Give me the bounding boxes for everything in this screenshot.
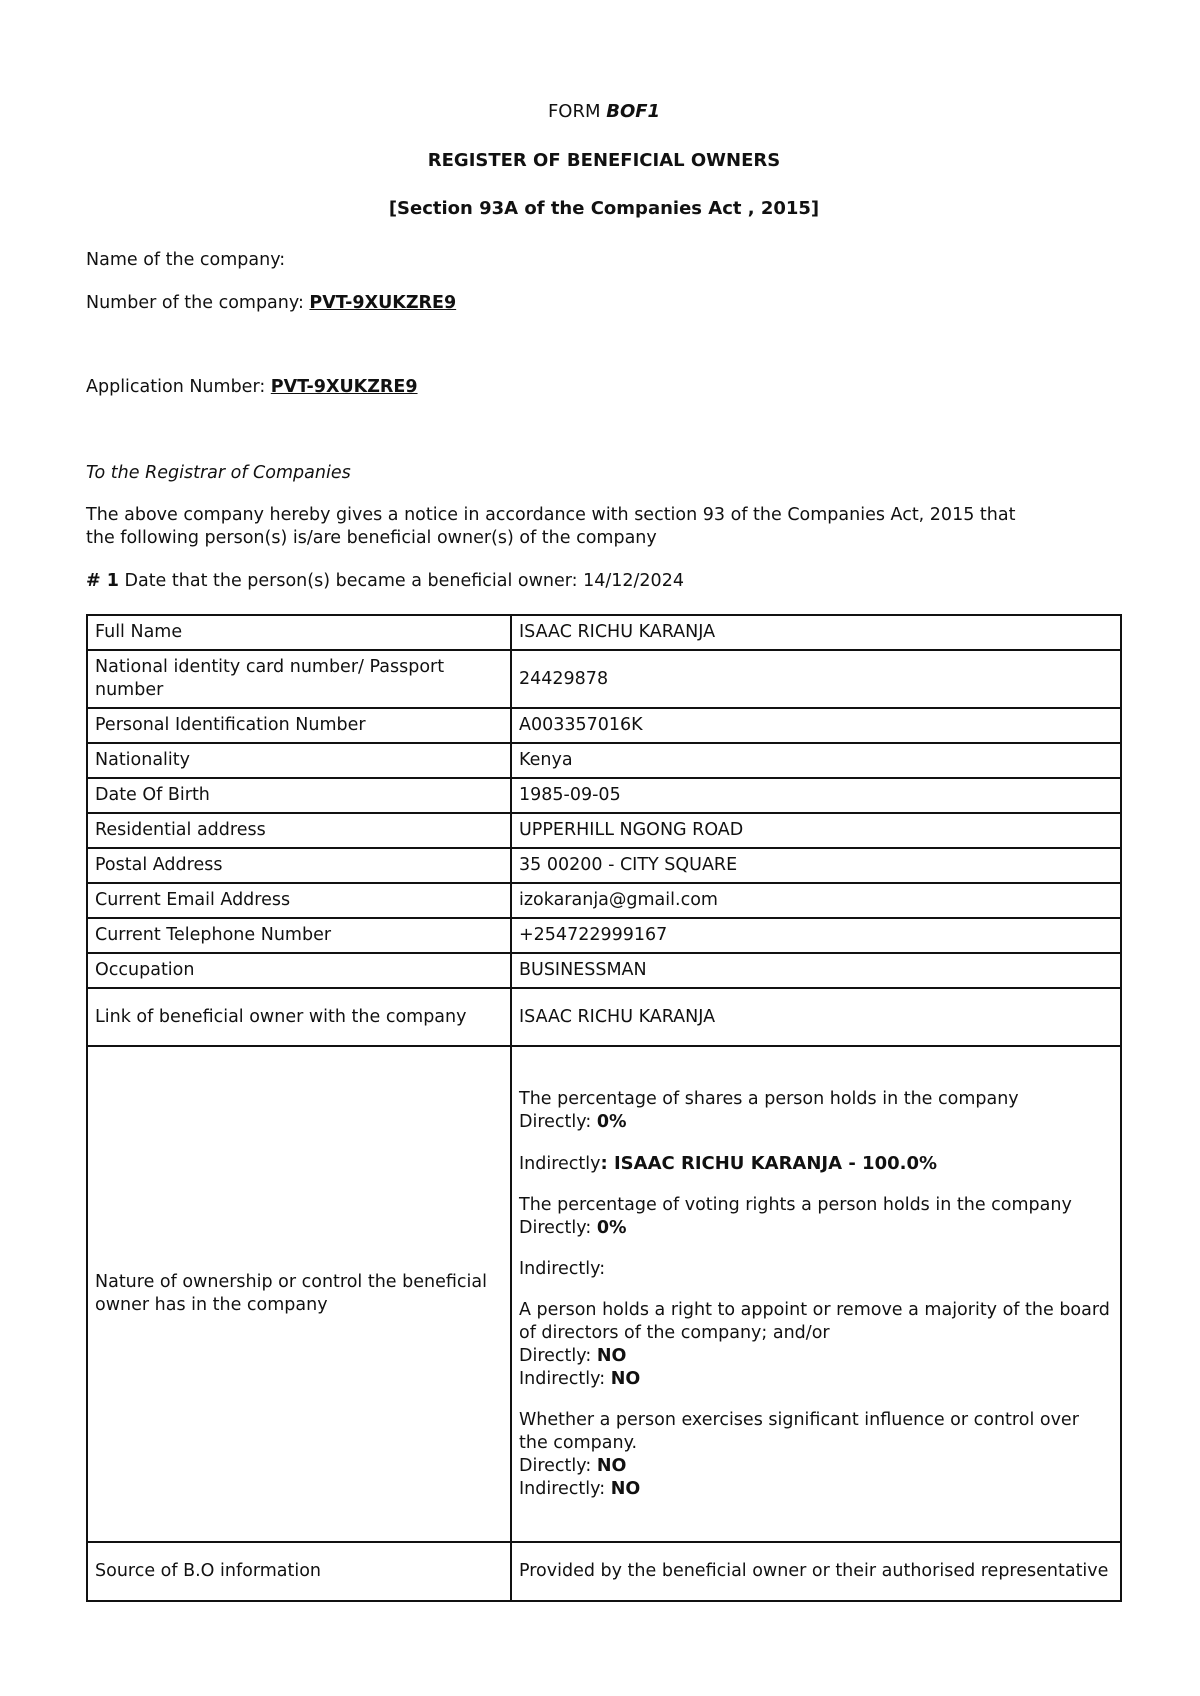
shares-direct-value: 0% <box>596 1111 627 1132</box>
influence-direct-label: Directly: <box>519 1455 597 1476</box>
form-prefix: FORM <box>547 101 607 122</box>
notice-line-2: the following person(s) is/are beneficial owner(s) of the company <box>86 528 657 548</box>
influence-indirect <box>519 1478 1113 1501</box>
form-heading <box>86 101 1122 122</box>
source-label: Source of B.O information <box>87 1542 511 1601</box>
table-row <box>87 918 1121 953</box>
notice-line-1: The above company hereby gives a notice in accordance with section 93 of the Companies Act, 2015 that <box>86 505 1016 525</box>
table-row <box>87 743 1121 778</box>
shares-indirect <box>519 1152 1113 1176</box>
influence-direct <box>519 1455 1113 1478</box>
shares-direct-label: Directly: <box>519 1111 597 1132</box>
nature-label: Nature of ownership or control the beneficial owner has in the company <box>87 1046 511 1542</box>
salutation: To the Registrar of Companies <box>86 463 351 483</box>
row-label: Nationality <box>87 743 511 778</box>
company-number-line <box>86 291 1122 315</box>
row-value: UPPERHILL NGONG ROAD <box>511 813 1121 848</box>
appoint-direct-value: NO <box>596 1345 627 1366</box>
voting-heading: The percentage of voting rights a person holds in the company <box>519 1194 1072 1215</box>
owner-index: # 1 <box>86 571 119 591</box>
owner-date-value: 14/12/2024 <box>583 571 684 591</box>
nature-value <box>511 1046 1121 1542</box>
row-label: Personal Identification Number <box>87 708 511 743</box>
row-label: Link of beneficial owner with the company <box>87 988 511 1046</box>
row-value: ISAAC RICHU KARANJA <box>511 615 1121 650</box>
table-row <box>87 708 1121 743</box>
row-value: BUSINESSMAN <box>511 953 1121 988</box>
application-number-line <box>86 375 1122 399</box>
influence-indirect-label: Indirectly: <box>519 1478 611 1499</box>
owner-date-label: Date that the person(s) became a beneficial owner: <box>118 571 584 591</box>
table-row <box>87 988 1121 1046</box>
table-row <box>87 650 1121 708</box>
company-name-label: Name of the company: <box>86 250 286 270</box>
row-value: A003357016K <box>511 708 1121 743</box>
appoint-direct <box>519 1345 1113 1368</box>
row-label: National identity card number/ Passport number <box>87 650 511 708</box>
shares-direct <box>519 1111 1113 1134</box>
row-value: +254722999167 <box>511 918 1121 953</box>
appoint-indirect-label: Indirectly: <box>519 1368 611 1389</box>
appoint-indirect <box>519 1368 1113 1391</box>
beneficial-owner-table <box>86 614 1122 1602</box>
voting-direct-label: Directly: <box>519 1217 597 1238</box>
table-row <box>87 813 1121 848</box>
row-value: 24429878 <box>511 650 1121 708</box>
table-row <box>87 848 1121 883</box>
appoint-indirect-value: NO <box>610 1368 641 1389</box>
row-label: Full Name <box>87 615 511 650</box>
voting-indirect-label: Indirectly: <box>519 1258 606 1279</box>
section-reference: [Section 93A of the Companies Act , 2015] <box>388 198 820 219</box>
row-label: Postal Address <box>87 848 511 883</box>
shares-indirect-label: Indirectly <box>519 1153 601 1174</box>
influence-direct-value: NO <box>596 1455 627 1476</box>
row-label: Residential address <box>87 813 511 848</box>
influence-indirect-value: NO <box>610 1478 641 1499</box>
row-value: 35 00200 - CITY SQUARE <box>511 848 1121 883</box>
owner-date-line <box>86 569 1122 593</box>
form-code: BOF1 <box>606 101 661 122</box>
table-row <box>87 883 1121 918</box>
application-number-value: PVT-9XUKZRE9 <box>270 377 418 397</box>
application-number-label: Application Number: <box>86 377 271 397</box>
table-row <box>87 953 1121 988</box>
shares-heading: The percentage of shares a person holds in the company <box>519 1088 1019 1109</box>
row-label: Current Email Address <box>87 883 511 918</box>
table-row <box>87 1542 1121 1601</box>
company-number-label: Number of the company: <box>86 293 310 313</box>
company-name-line <box>86 248 1122 272</box>
nature-row <box>87 1046 1121 1542</box>
influence-heading: Whether a person exercises significant influence or control over the company. <box>519 1409 1079 1453</box>
appoint-heading: A person holds a right to appoint or remove a majority of the board of directors of the company; and/or <box>519 1299 1110 1343</box>
shares-indirect-value: : ISAAC RICHU KARANJA - 100.0% <box>600 1152 938 1174</box>
row-value: 1985-09-05 <box>511 778 1121 813</box>
row-value: Kenya <box>511 743 1121 778</box>
row-label: Date Of Birth <box>87 778 511 813</box>
document-title: REGISTER OF BENEFICIAL OWNERS <box>427 150 781 171</box>
table-row <box>87 778 1121 813</box>
table-row <box>87 615 1121 650</box>
row-value: izokaranja@gmail.com <box>511 883 1121 918</box>
appoint-direct-label: Directly: <box>519 1345 597 1366</box>
row-value: ISAAC RICHU KARANJA <box>511 988 1121 1046</box>
row-label: Current Telephone Number <box>87 918 511 953</box>
voting-direct-value: 0% <box>596 1217 627 1238</box>
source-value: Provided by the beneficial owner or their authorised representative <box>511 1542 1121 1601</box>
voting-direct <box>519 1217 1113 1240</box>
company-number-value: PVT-9XUKZRE9 <box>309 293 457 313</box>
row-label: Occupation <box>87 953 511 988</box>
